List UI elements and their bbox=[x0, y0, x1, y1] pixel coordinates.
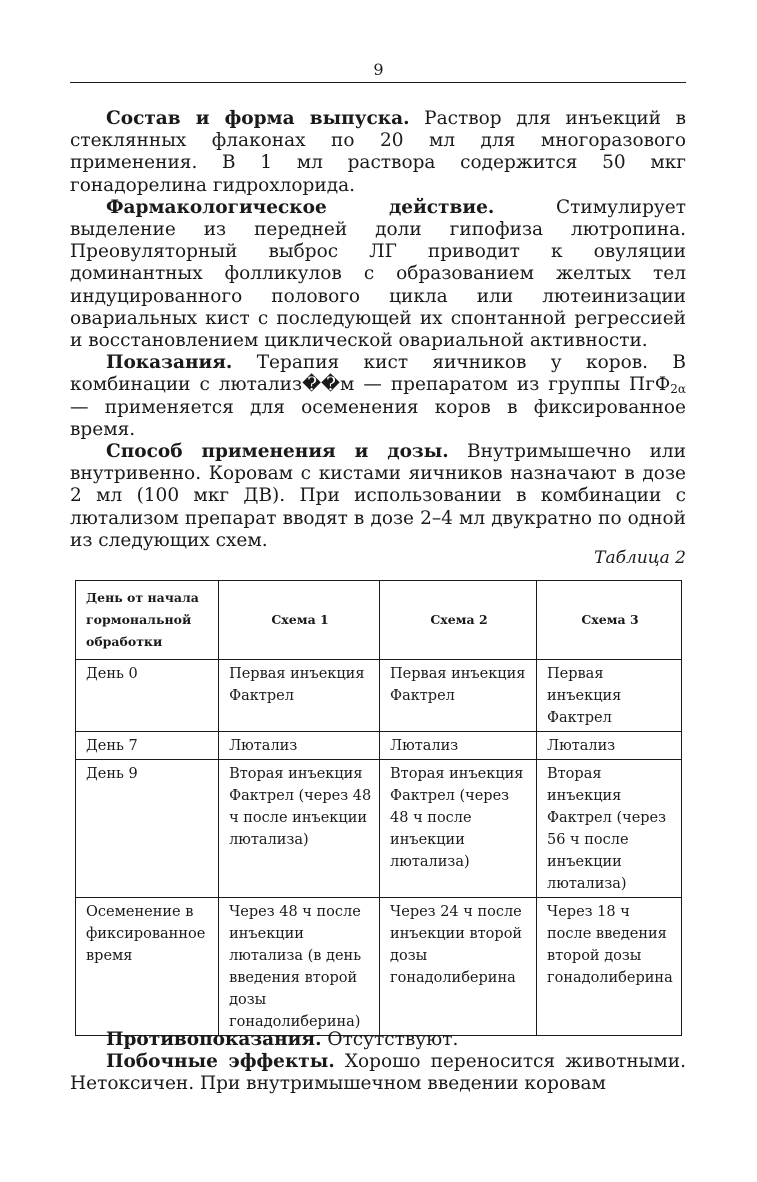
table-row bbox=[76, 760, 682, 898]
text-composition: Раствор для инъекций в стеклянных флаконах по 20 мл для многоразового применения. В 1 мл раствора содержится 50 мкг гонадорелина гидрохлорида. bbox=[70, 108, 686, 196]
subscript-2alpha: 2α bbox=[670, 382, 686, 397]
table-cell: Первая инъекция Фактрел bbox=[219, 660, 380, 732]
heading-side-effects: Побочные эффекты. bbox=[106, 1051, 335, 1073]
table-cell: Через 18 ч после введения второй дозы гонадолиберина bbox=[537, 898, 682, 1036]
paragraph-contraindications bbox=[70, 1029, 686, 1051]
heading-indications: Показания. bbox=[106, 352, 233, 374]
table-cell: Лютализ bbox=[219, 732, 380, 760]
table-header-row bbox=[76, 581, 682, 660]
table-cell: День 7 bbox=[76, 732, 219, 760]
page-number: 9 bbox=[373, 60, 384, 79]
text-indications-before: Терапия кист яичников у коров. В комбинации с лютализ��м — препаратом из группы ПгФ bbox=[70, 352, 686, 396]
heading-pharmacology: Фармакологическое действие. bbox=[106, 196, 495, 218]
paragraph-side-effects bbox=[70, 1051, 686, 1095]
table-cell: Через 48 ч после инъекции лютализа (в день введения второй дозы гонадолиберина) bbox=[219, 898, 380, 1036]
text-contraindications: Отсутствуют. bbox=[321, 1029, 459, 1050]
main-text bbox=[70, 108, 686, 552]
heading-dosage: Способ применения и дозы. bbox=[106, 441, 449, 463]
table-cell: Вторая инъекция Фактрел (через 48 ч после инъекции лютализа) bbox=[380, 760, 537, 898]
table-cell: Вторая инъекция Фактрел (через 48 ч после инъекции лютализа) bbox=[219, 760, 380, 898]
table-caption: Таблица 2 bbox=[594, 548, 686, 568]
paragraph-indications bbox=[70, 352, 686, 441]
paragraph-pharmacology bbox=[70, 197, 686, 352]
heading-contraindications: Противопоказания. bbox=[106, 1029, 322, 1050]
heading-composition: Состав и форма выпуска. bbox=[106, 108, 410, 129]
table-row bbox=[76, 898, 682, 1036]
header-scheme-1: Схема 1 bbox=[219, 581, 380, 660]
table-cell: Через 24 ч после инъекции второй дозы гонадолиберина bbox=[380, 898, 537, 1036]
text-pharmacology: Стимулирует выделение из передней доли гипофиза лютропина. Преовуляторный выброс ЛГ приводит к овуляции доминантных фолликулов с образованием желтых тел индуцированного полового цикла или лютеинизации овариальных кист с последующей их спонтанной регрессией и восстановлением циклической овариальной активности. bbox=[70, 196, 686, 352]
text-side-effects: Хорошо переносится животными. Нетоксичен. При внутримышечном введении коровам bbox=[70, 1051, 686, 1095]
table-cell: Лютализ bbox=[537, 732, 682, 760]
text-indications-after: — применяется для осеменения коров в фиксированное время. bbox=[70, 396, 686, 440]
paragraph-composition bbox=[70, 108, 686, 197]
table-cell: Осеменение в фиксированное время bbox=[76, 898, 219, 1036]
header-rule bbox=[70, 82, 686, 83]
schemes-table bbox=[75, 580, 682, 1036]
table-cell: Первая инъекция Фактрел bbox=[380, 660, 537, 732]
header-day: День от начала гормональной обработки bbox=[76, 581, 219, 660]
table-cell: День 9 bbox=[76, 760, 219, 898]
header-scheme-3: Схема 3 bbox=[537, 581, 682, 660]
after-table-text bbox=[70, 1029, 686, 1096]
table-cell: День 0 bbox=[76, 660, 219, 732]
header-scheme-2: Схема 2 bbox=[380, 581, 537, 660]
table-cell: Лютализ bbox=[380, 732, 537, 760]
table-row bbox=[76, 732, 682, 760]
table-cell: Вторая инъекция Фактрел (через 56 ч после инъекции лютализа) bbox=[537, 760, 682, 898]
table-cell: Первая инъекция Фактрел bbox=[537, 660, 682, 732]
paragraph-dosage bbox=[70, 441, 686, 552]
text-dosage: Внутримышечно или внутривенно. Коровам с кистами яичников назначают в дозе 2 мл (100 мкг ДВ). При использовании в комбинации с лютализом препарат вводят в дозе 2–4 мл двукратно по одной из следующих схем. bbox=[70, 441, 686, 551]
table-row bbox=[76, 660, 682, 732]
